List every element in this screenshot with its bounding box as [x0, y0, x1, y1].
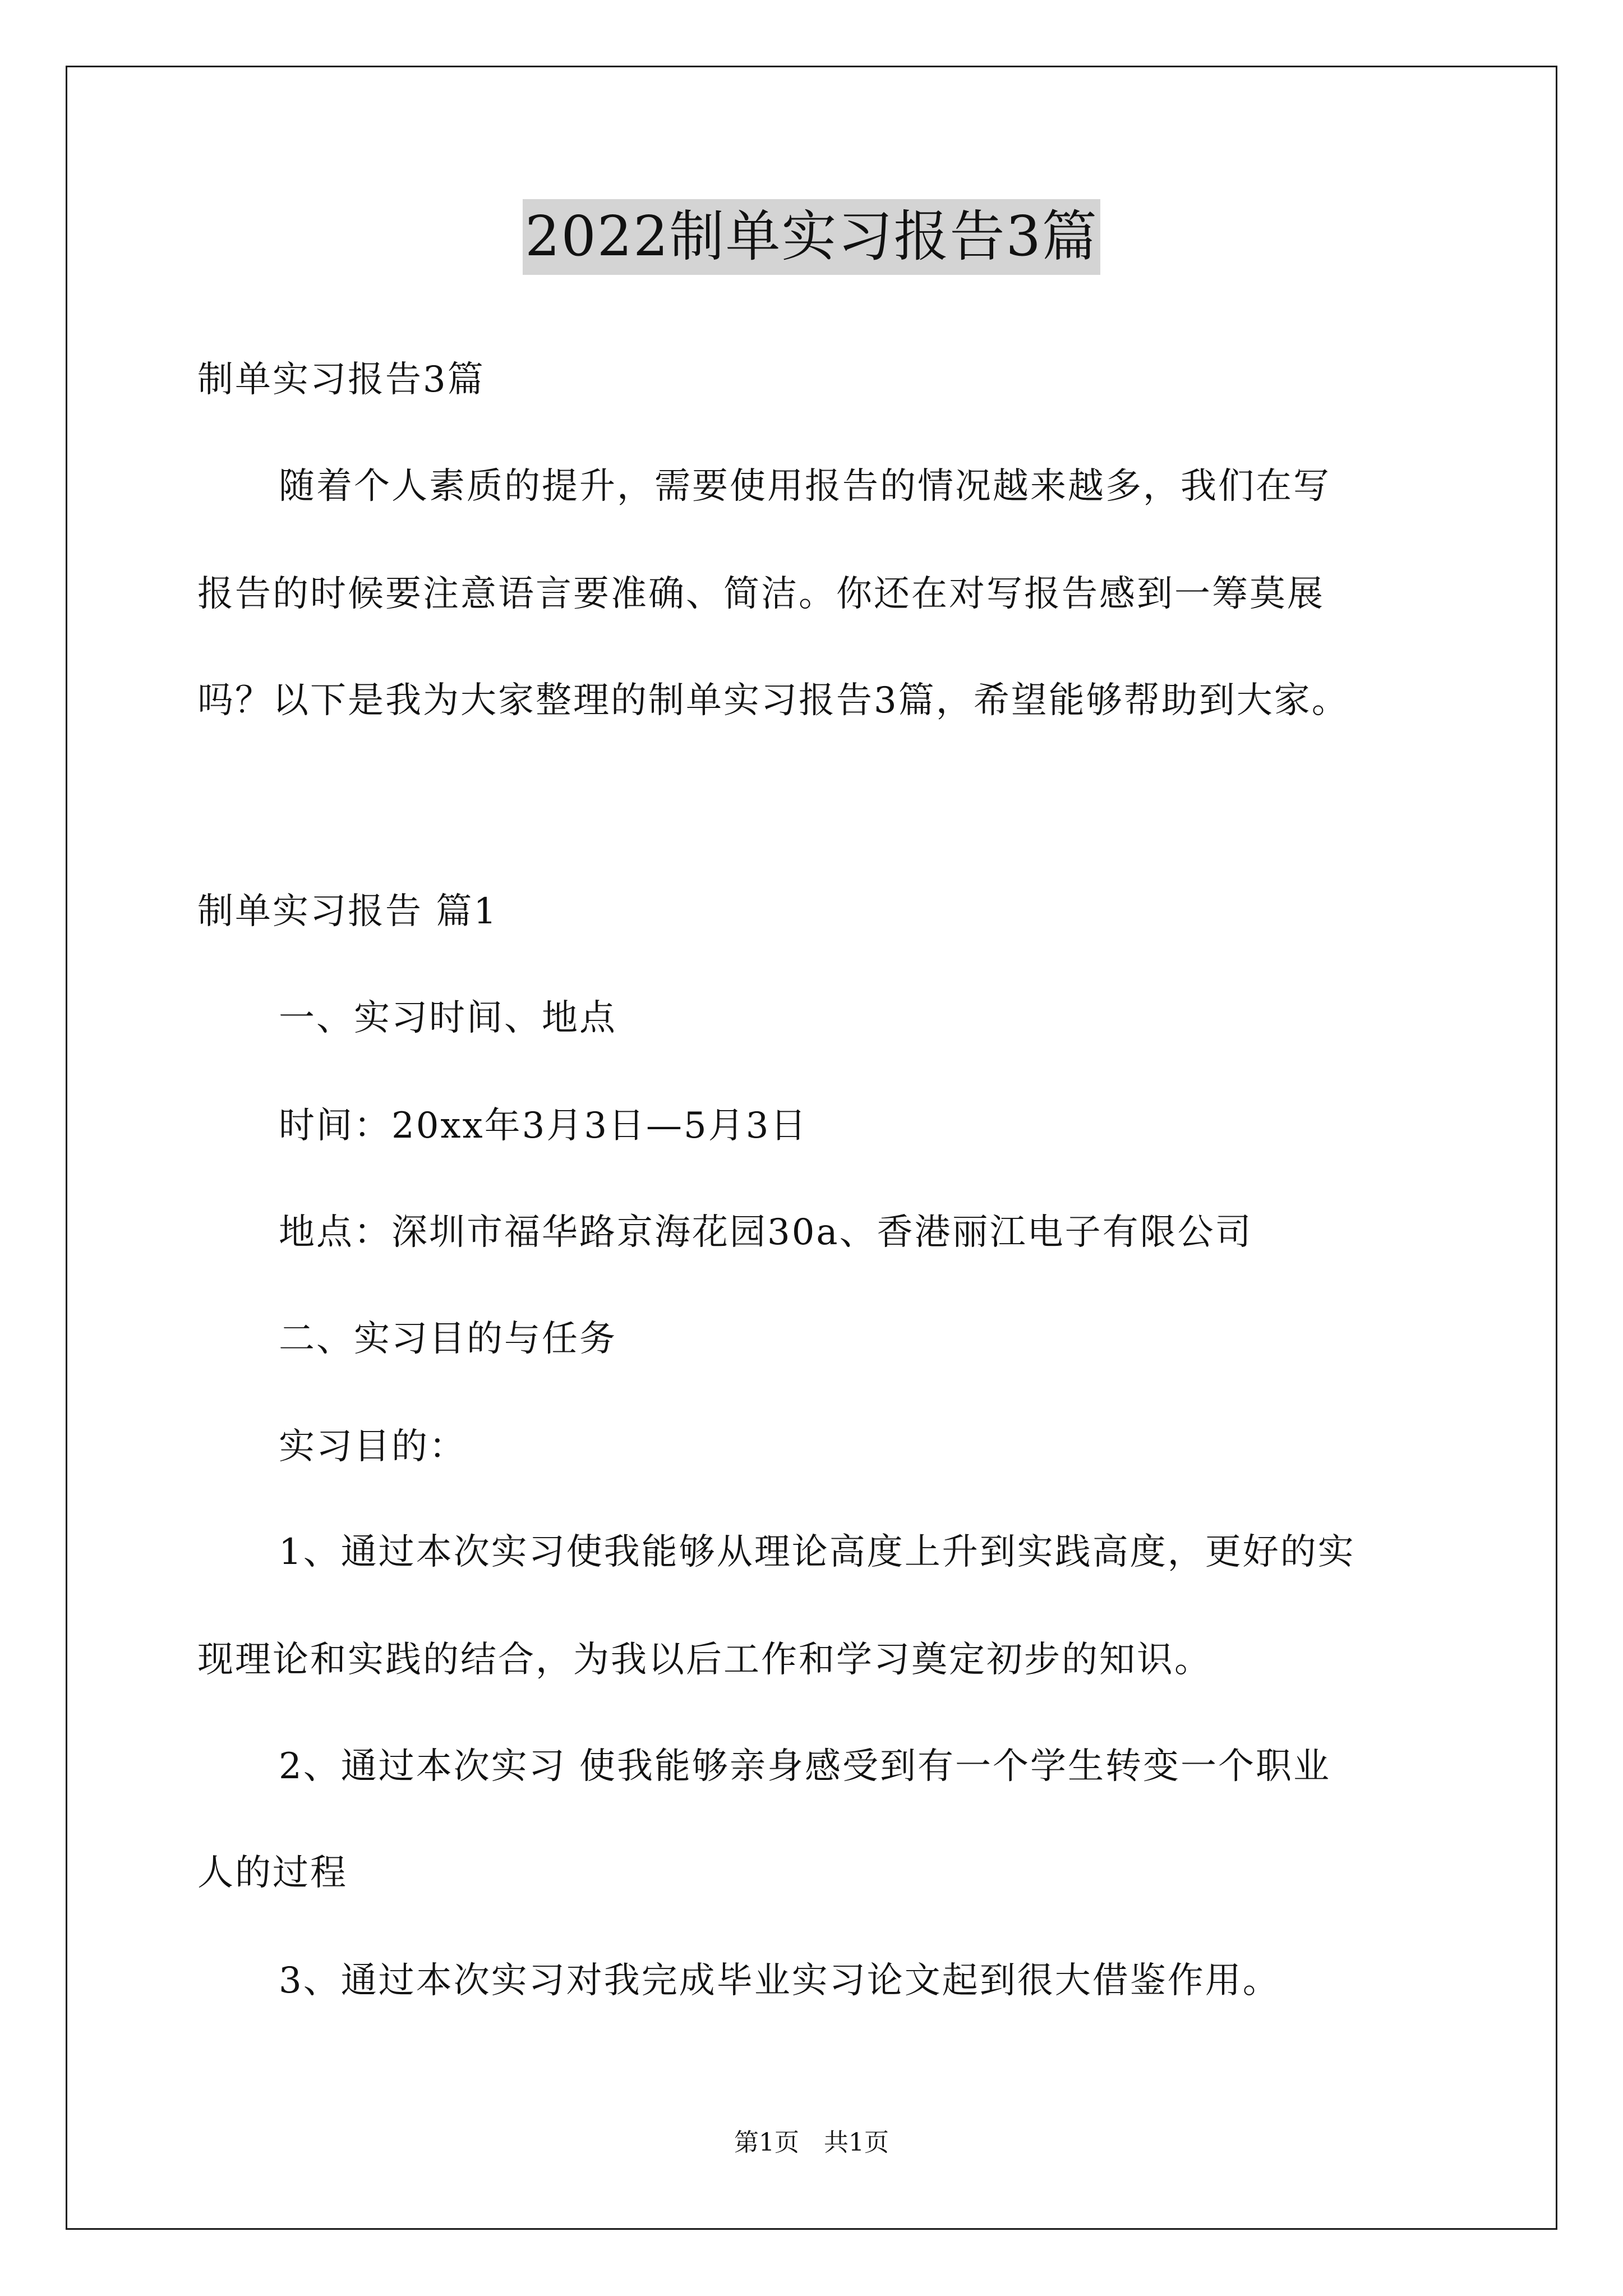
section-heading: 制单实习报告 篇1 [197, 891, 499, 932]
page-footer: 第1页 共1页 [734, 2128, 889, 2157]
document-title: 2022制单实习报告3篇 [523, 199, 1100, 275]
paragraph-line: 实习目的： [279, 1426, 467, 1467]
paragraph-line: 现理论和实践的结合，为我以后工作和学习奠定初步的知识。 [197, 1639, 1212, 1681]
title-block [0, 199, 1623, 275]
paragraph-line: 随着个人素质的提升，需要使用报告的情况越来越多，我们在写 [279, 466, 1331, 507]
paragraph-line: 一、实习时间、地点 [279, 997, 617, 1039]
subtitle-line: 制单实习报告3篇 [197, 359, 485, 401]
paragraph-line: 报告的时候要注意语言要准确、简洁。你还在对写报告感到一筹莫展 [197, 573, 1325, 615]
paragraph-line: 1、通过本次实习使我能够从理论高度上升到实践高度，更好的实 [279, 1531, 1355, 1573]
paragraph-line: 时间：20xx年3月3日—5月3日 [279, 1105, 808, 1147]
paragraph-line: 2、通过本次实习 使我能够亲身感受到有一个学生转变一个职业 [279, 1746, 1331, 1787]
paragraph-line: 地点：深圳市福华路京海花园30a、香港丽江电子有限公司 [279, 1212, 1253, 1253]
paragraph-line: 吗？以下是我为大家整理的制单实习报告3篇，希望能够帮助到大家。 [197, 680, 1349, 721]
paragraph-line: 3、通过本次实习对我完成毕业实习论文起到很大借鉴作用。 [279, 1960, 1280, 2001]
paragraph-line: 二、实习目的与任务 [279, 1318, 617, 1360]
paragraph-line: 人的过程 [197, 1852, 348, 1894]
